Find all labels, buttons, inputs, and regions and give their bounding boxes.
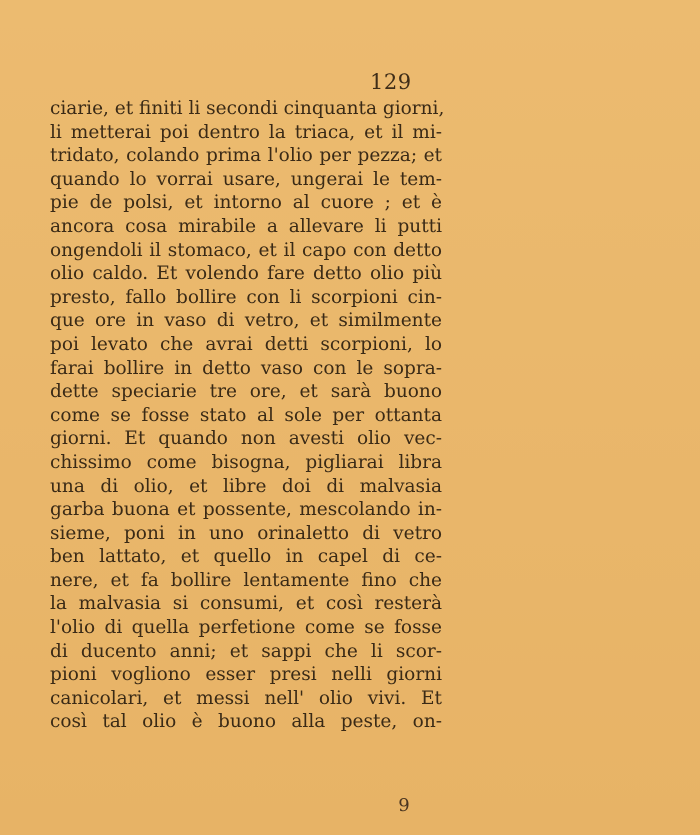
text-line: così tal olio è buono alla peste, on-	[50, 711, 442, 733]
signature-mark: 9	[398, 795, 410, 816]
text-line: poi levato che avrai detti scorpioni, lo	[50, 333, 442, 355]
text-line: ciarie, et finiti li secondi cinquanta giorni,	[50, 98, 445, 119]
text-line: giorni. Et quando non avesti olio vec-	[50, 428, 442, 450]
text-line: canicolari, et messi nell' olio vivi. Et	[50, 687, 442, 709]
body-text	[50, 97, 445, 734]
text-line: presto, fallo bollire con li scorpioni cin-	[50, 286, 442, 308]
page-number: 129	[370, 70, 412, 94]
text-line: nere, et fa bollire lentamente fino che	[50, 569, 442, 591]
text-line: farai bollire in detto vaso con le sopra-	[50, 357, 442, 379]
text-line: pie de polsi, et intorno al cuore ; et è	[50, 192, 442, 214]
text-line: l'olio di quella perfetione come se fosse	[50, 617, 442, 639]
text-line: dette speciarie tre ore, et sarà buono	[50, 381, 442, 403]
text-line: una di olio, et libre doi di malvasia	[50, 475, 442, 497]
text-line: que ore in vaso di vetro, et similmente	[50, 310, 442, 332]
text-line: quando lo vorrai usare, ungerai le tem-	[50, 168, 442, 190]
text-line: chissimo come bisogna, pigliarai libra	[50, 451, 442, 473]
text-line: tridato, colando prima l'olio per pezza; et	[50, 145, 442, 167]
text-line: come se fosse stato al sole per ottanta	[50, 404, 442, 426]
text-line: la malvasia si consumi, et così resterà	[50, 593, 442, 615]
text-line: ben lattato, et quello in capel di ce-	[50, 546, 442, 568]
text-line: ongendoli il stomaco, et il capo con detto	[50, 239, 442, 261]
text-line: olio caldo. Et volendo fare detto olio più	[50, 263, 442, 285]
text-line: li metterai poi dentro la triaca, et il mi-	[50, 121, 442, 143]
text-line: ancora cosa mirabile a allevare li putti	[50, 215, 442, 237]
text-line: garba buona et possente, mescolando in-	[50, 499, 442, 521]
text-line: sieme, poni in uno orinaletto di vetro	[50, 522, 442, 544]
text-line: pioni vogliono esser presi nelli giorni	[50, 664, 442, 686]
text-line: di ducento anni; et sappi che li scor-	[50, 640, 442, 662]
